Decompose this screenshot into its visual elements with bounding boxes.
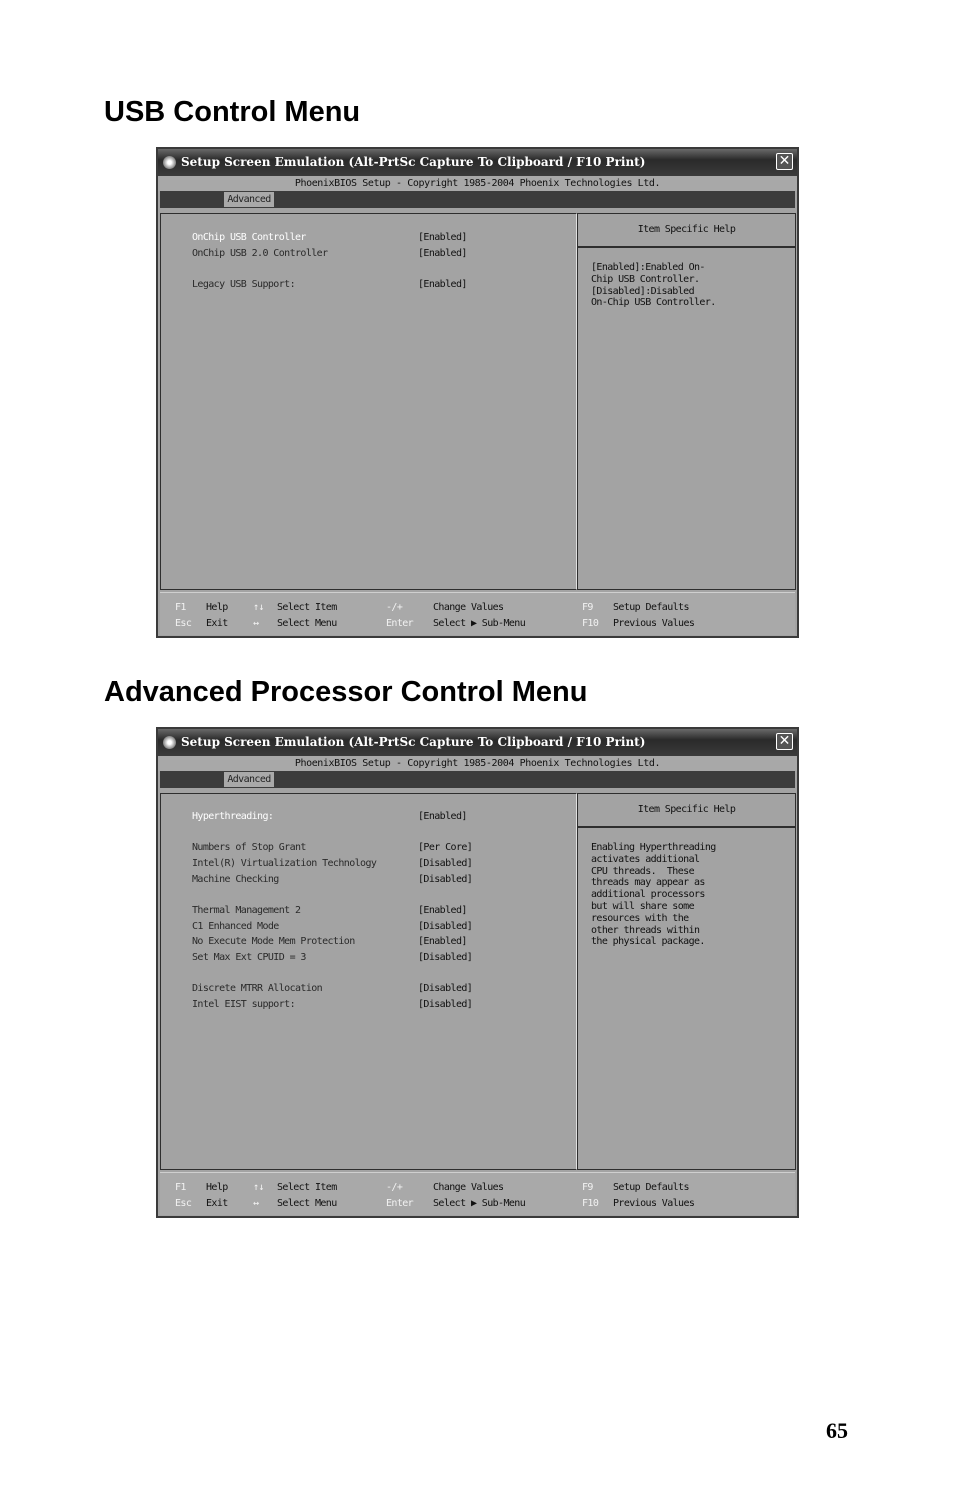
- enter-key: Enter: [386, 1198, 414, 1209]
- esc-label: Exit: [206, 618, 228, 629]
- setting-label: Hyperthreading:: [192, 811, 274, 822]
- f10-key: F10: [582, 618, 599, 629]
- esc-key: Esc: [175, 1198, 192, 1209]
- tab-advanced[interactable]: Advanced: [224, 772, 274, 787]
- settings-panel: [160, 213, 577, 590]
- bios-window-usb: [156, 147, 799, 638]
- setting-label: C1 Enhanced Mode: [192, 921, 279, 932]
- setting-label: Discrete MTRR Allocation: [192, 983, 323, 994]
- setting-legacy-usb-support[interactable]: [192, 278, 562, 292]
- copyright-bar: PhoenixBIOS Setup - Copyright 1985-2004 Phoenix Technologies Ltd.: [158, 176, 797, 191]
- plusminus-label: Change Values: [433, 602, 504, 613]
- settings-panel: [160, 793, 577, 1170]
- esc-key: Esc: [175, 618, 192, 629]
- window-title: Setup Screen Emulation (Alt-PrtSc Capture To Clipboard / F10 Print): [181, 155, 646, 169]
- menu-bar: [160, 771, 795, 788]
- setting-label: Intel EIST support:: [192, 999, 295, 1010]
- help-text: [Enabled]:Enabled On- Chip USB Controller. [Disabled]:Disabled On-Chip USB Controller.: [591, 262, 716, 309]
- window-titlebar: [158, 729, 797, 756]
- setting-label: Legacy USB Support:: [192, 279, 295, 290]
- help-panel: [577, 213, 796, 590]
- setting-label: Intel(R) Virtualization Technology: [192, 858, 377, 869]
- help-text: Enabling Hyperthreading activates additional CPU threads. These threads may appear as additional processors but will share some resources with the other threads within the physical package.: [591, 842, 716, 948]
- up-down-arrows-icon: ↑↓: [253, 602, 264, 613]
- plus-minus-key: -/+: [386, 1182, 403, 1193]
- esc-label: Exit: [206, 1198, 228, 1209]
- leftright-label: Select Menu: [277, 1198, 337, 1209]
- setting-onchip-usb2-controller[interactable]: [192, 247, 562, 261]
- setting-label: Set Max Ext CPUID = 3: [192, 952, 306, 963]
- setting-onchip-usb-controller[interactable]: [192, 231, 562, 245]
- f10-label: Previous Values: [613, 1198, 695, 1209]
- setting-no-execute[interactable]: [192, 935, 562, 949]
- f1-label: Help: [206, 1182, 228, 1193]
- window-title: Setup Screen Emulation (Alt-PrtSc Capture To Clipboard / F10 Print): [181, 735, 646, 749]
- menu-bar: [160, 191, 795, 208]
- close-icon[interactable]: ✕: [776, 733, 793, 750]
- f9-key: F9: [582, 602, 593, 613]
- setting-label: OnChip USB 2.0 Controller: [192, 248, 328, 259]
- setting-machine-checking[interactable]: [192, 873, 562, 887]
- up-down-arrows-icon: ↑↓: [253, 1182, 264, 1193]
- f9-key: F9: [582, 1182, 593, 1193]
- setting-virtualization[interactable]: [192, 857, 562, 871]
- setting-label: Numbers of Stop Grant: [192, 842, 306, 853]
- app-logo-icon: [163, 736, 176, 749]
- leftright-label: Select Menu: [277, 618, 337, 629]
- key-legend: [160, 592, 795, 635]
- setting-eist-support[interactable]: [192, 998, 562, 1012]
- f1-key: F1: [175, 602, 186, 613]
- setting-mtrr-allocation[interactable]: [192, 982, 562, 996]
- setting-value[interactable]: [Disabled]: [418, 983, 473, 994]
- setting-value[interactable]: [Enabled]: [418, 811, 467, 822]
- setting-thermal-management[interactable]: [192, 904, 562, 918]
- close-icon[interactable]: ✕: [776, 153, 793, 170]
- f1-label: Help: [206, 602, 228, 613]
- window-titlebar: [158, 149, 797, 176]
- setting-label: Thermal Management 2: [192, 905, 301, 916]
- setting-value[interactable]: [Enabled]: [418, 279, 467, 290]
- f10-label: Previous Values: [613, 618, 695, 629]
- setting-stop-grant[interactable]: [192, 841, 562, 855]
- setting-value[interactable]: [Enabled]: [418, 905, 467, 916]
- updown-label: Select Item: [277, 1182, 337, 1193]
- app-logo-icon: [163, 156, 176, 169]
- plusminus-label: Change Values: [433, 1182, 504, 1193]
- enter-label: Select ▶ Sub-Menu: [433, 618, 526, 629]
- setting-label: Machine Checking: [192, 874, 279, 885]
- plus-minus-key: -/+: [386, 602, 403, 613]
- help-title: Item Specific Help: [578, 214, 795, 248]
- setting-label: No Execute Mode Mem Protection: [192, 936, 355, 947]
- bios-window-processor: [156, 727, 799, 1218]
- left-right-arrows-icon: ↔: [253, 1198, 259, 1209]
- setting-value[interactable]: [Disabled]: [418, 952, 473, 963]
- setting-value[interactable]: [Enabled]: [418, 232, 467, 243]
- f10-key: F10: [582, 1198, 599, 1209]
- setting-value[interactable]: [Disabled]: [418, 999, 473, 1010]
- enter-label: Select ▶ Sub-Menu: [433, 1198, 526, 1209]
- setting-label: OnChip USB Controller: [192, 232, 306, 243]
- setting-value[interactable]: [Per Core]: [418, 842, 473, 853]
- section-title-processor: Advanced Processor Control Menu: [104, 676, 588, 708]
- key-legend: [160, 1172, 795, 1215]
- help-title: Item Specific Help: [578, 794, 795, 828]
- setting-max-ext-cpuid[interactable]: [192, 951, 562, 965]
- f1-key: F1: [175, 1182, 186, 1193]
- updown-label: Select Item: [277, 602, 337, 613]
- setting-value[interactable]: [Disabled]: [418, 921, 473, 932]
- section-title-usb: USB Control Menu: [104, 96, 361, 128]
- page-number: 65: [826, 1418, 848, 1443]
- help-panel: [577, 793, 796, 1170]
- copyright-bar: PhoenixBIOS Setup - Copyright 1985-2004 Phoenix Technologies Ltd.: [158, 756, 797, 771]
- enter-key: Enter: [386, 618, 414, 629]
- tab-advanced[interactable]: Advanced: [224, 192, 274, 207]
- setting-value[interactable]: [Disabled]: [418, 858, 473, 869]
- setting-value[interactable]: [Enabled]: [418, 248, 467, 259]
- f9-label: Setup Defaults: [613, 1182, 689, 1193]
- setting-value[interactable]: [Enabled]: [418, 936, 467, 947]
- setting-value[interactable]: [Disabled]: [418, 874, 473, 885]
- f9-label: Setup Defaults: [613, 602, 689, 613]
- setting-c1-enhanced[interactable]: [192, 920, 562, 934]
- setting-hyperthreading[interactable]: [192, 810, 562, 824]
- left-right-arrows-icon: ↔: [253, 618, 259, 629]
